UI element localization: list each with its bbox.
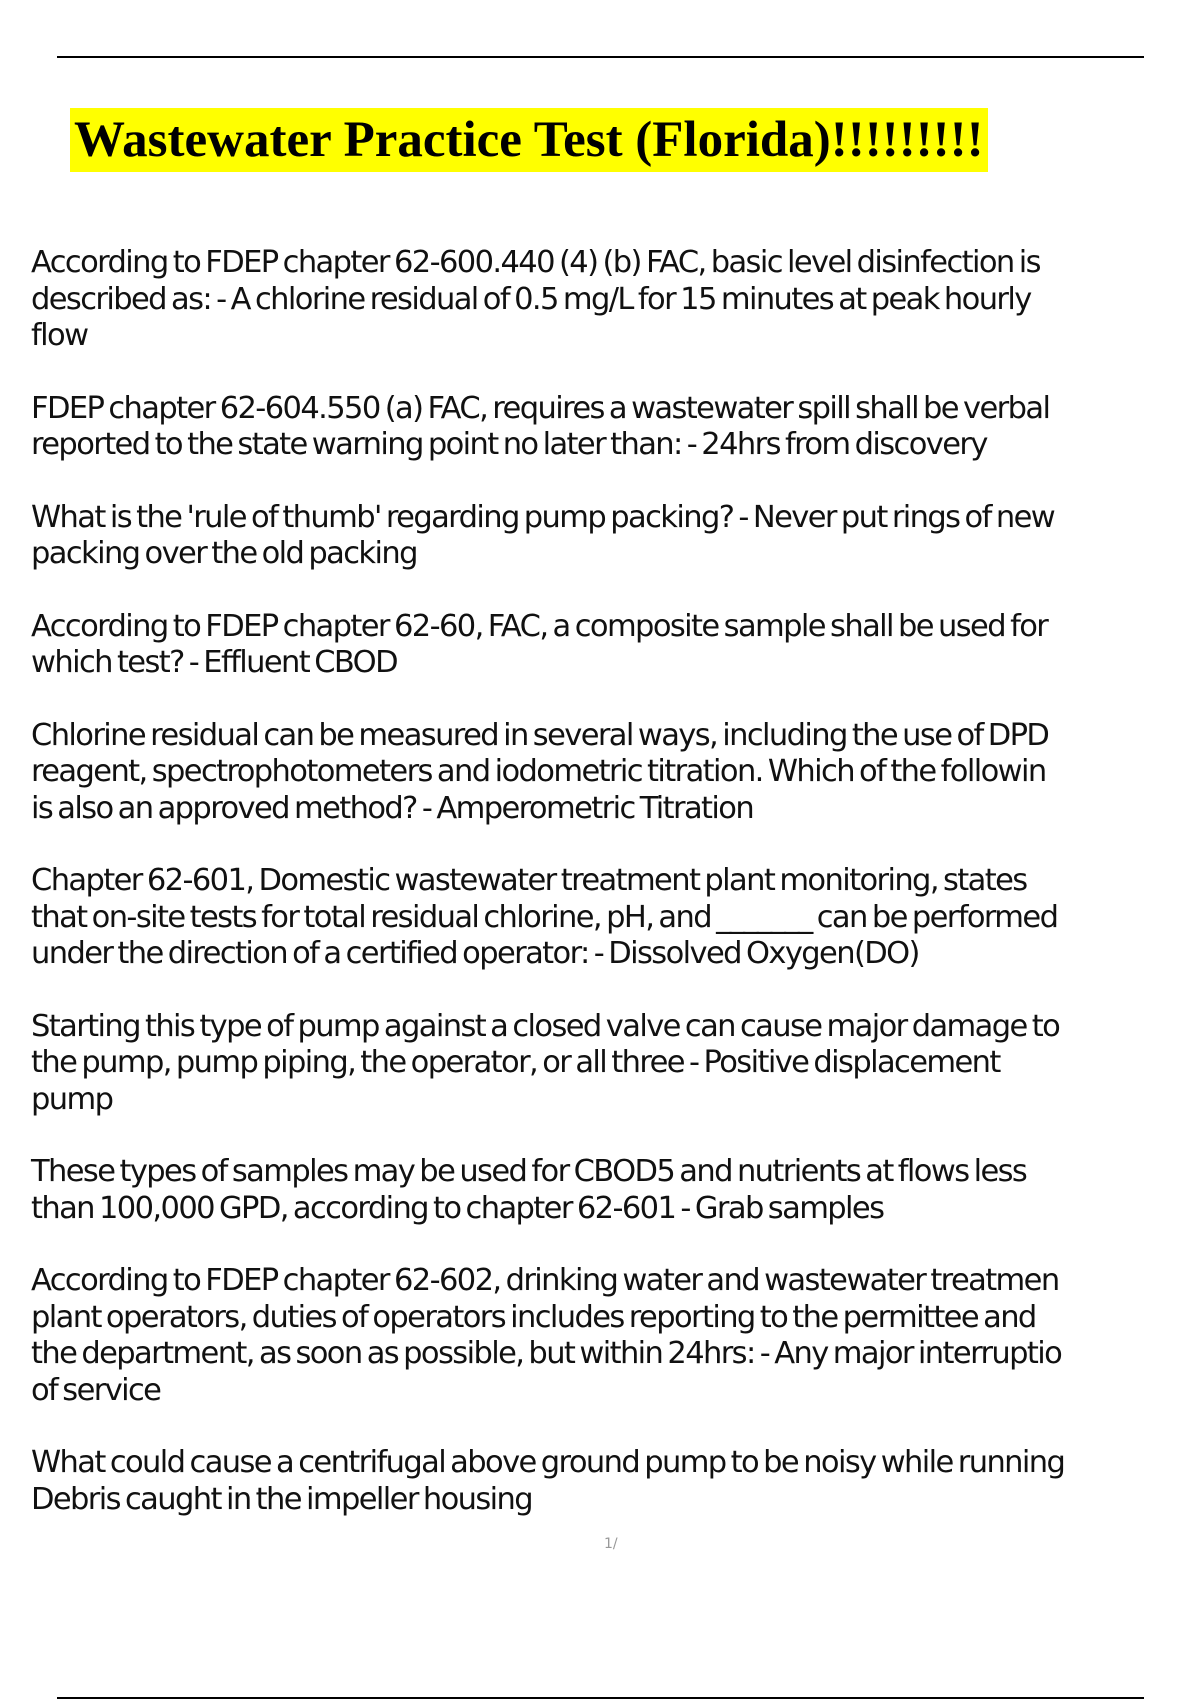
question-line: These types of samples may be used for CBOD5 and nutrients at flows less [31,1154,1027,1189]
title-block [70,108,988,172]
question-line: than 100,000 GPD, according to chapter 62-601 - Grab samples [31,1190,884,1226]
question-line: According to FDEP chapter 62-602, drinking water and wastewater treatmen [31,1263,1059,1298]
question-item [31,609,1200,682]
question-line: the pump, pump piping, the operator, or all three - Positive displacement [31,1045,1000,1080]
question-line: What could cause a centrifugal above ground pump to be noisy while running [31,1445,1065,1480]
question-line: packing over the old packing [31,536,417,571]
question-list [31,245,1200,1554]
question-line: FDEP chapter 62-604.550 (a) FAC, requires a wastewater spill shall be verbal [31,390,1050,426]
question-item [31,1445,1200,1518]
question-line: under the direction of a certified operator: - Dissolved Oxygen(DO) [31,936,919,971]
question-line: plant operators, duties of operators includes reporting to the permittee and [31,1299,1036,1335]
question-item [31,391,1200,464]
question-line: reported to the state warning point no later than: - 24hrs from discovery [31,427,987,462]
question-line: of service [31,1372,161,1408]
question-line: Starting this type of pump against a closed valve can cause major damage to [31,1008,1060,1044]
question-line: Chapter 62-601, Domestic wastewater treatment plant monitoring, states [31,863,1027,898]
question-line: described as: - A chlorine residual of 0.5 mg/L for 15 minutes at peak hourly [31,281,1031,317]
bottom-rule [57,1697,1144,1699]
question-item [31,500,1200,573]
question-line: Chlorine residual can be measured in several ways, including the use of DPD [31,717,1049,753]
question-line: which test? - Effluent CBOD [31,645,397,680]
question-line: pump [31,1081,113,1117]
question-line: According to FDEP chapter 62-60, FAC, a composite sample shall be used for [31,608,1048,644]
question-line: flow [31,318,88,353]
question-line: reagent, spectrophotometers and iodometric titration. Which of the followin [31,754,1046,789]
top-rule [57,56,1144,58]
question-item [31,1263,1200,1409]
page-number: 1/ [604,1536,618,1552]
question-line: is also an approved method? - Amperometric Titration [31,790,754,826]
question-item [31,1154,1200,1227]
question-line: Debris caught in the impeller housing [31,1481,533,1517]
question-item [31,718,1200,828]
question-line: the department, as soon as possible, but within 24hrs: - Any major interruptio [31,1336,1062,1371]
question-item [31,1009,1200,1119]
question-line: What is the 'rule of thumb' regarding pump packing? - Never put rings of new [31,499,1055,535]
document-title: Wastewater Practice Test (Florida)!!!!!!!!! [70,108,988,172]
question-line: According to FDEP chapter 62-600.440 (4) (b) FAC, basic level disinfection is [31,245,1040,280]
question-item [31,863,1200,973]
question-item [31,245,1200,355]
question-line: that on-site tests for total residual chlorine, pH, and _______ can be performed [31,899,1058,935]
